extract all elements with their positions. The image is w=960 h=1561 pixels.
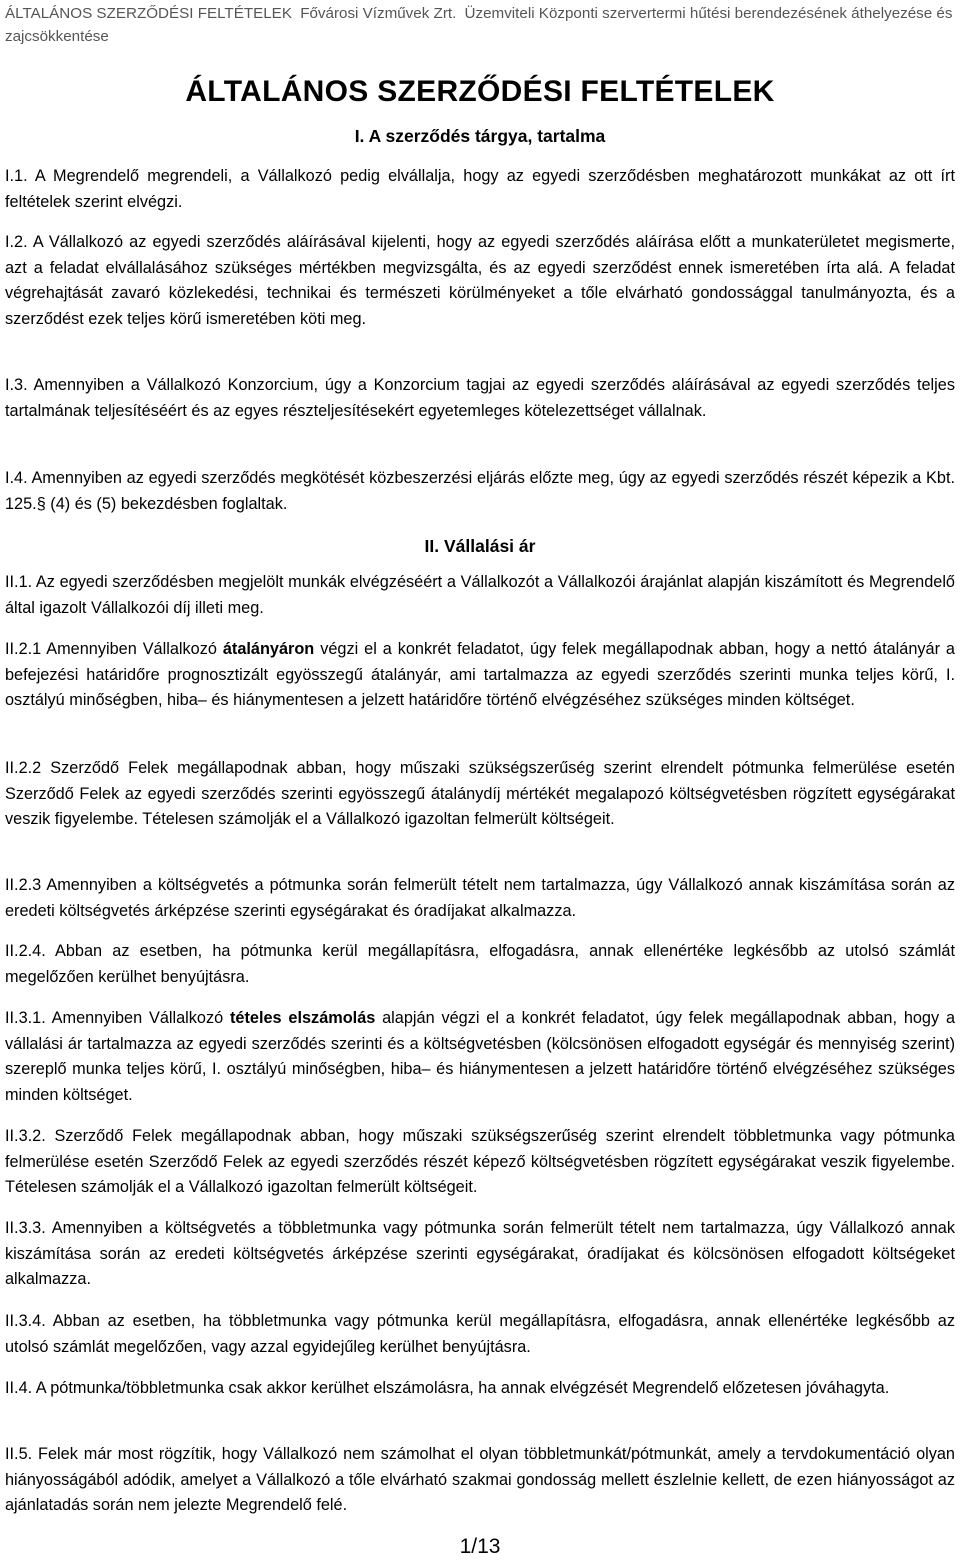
document-title: ÁLTALÁNOS SZERZŐDÉSI FELTÉTELEK [185, 75, 775, 108]
paragraph-2-2-3: II.2.3 Amennyiben a költségvetés a pótmunka során felmerült tételt nem tartalmazza, úgy Vállalkozó annak kiszámítása során az eredeti költségvetés árképzése szerinti egységárakat és óradíjakat alkalmazza. [5, 876, 955, 920]
paragraph-1-1: I.1. A Megrendelő megrendeli, a Vállalkozó pedig elvállalja, hogy az egyedi szerződésben meghatározott munkákat az ott írt feltételek szerint elvégzi. [5, 167, 955, 211]
running-header [5, 2, 955, 48]
paragraph-1-3: I.3. Amennyiben a Vállalkozó Konzorcium, úgy a Konzorcium tagjai az egyedi szerződés aláírásával az egyedi szerződés teljes tartalmának teljesítéséért és az egyes részteljesítésekért egyetemleges kötelezettséget vállalnak. [5, 376, 955, 420]
paragraph-2-3-1-emphasis: tételes elszámolás [230, 1009, 376, 1027]
paragraph-2-3-1-text-a: II.3.1. Amennyiben Vállalkozó [5, 1009, 231, 1027]
paragraph-2-2-4: II.2.4. Abban az esetben, ha pótmunka kerül megállapításra, elfogadásra, annak ellenértéke legkésőbb az utolsó számlát megelőzően kerülhet benyújtásra. [5, 942, 955, 986]
paragraph-2-1: II.1. Az egyedi szerződésben megjelölt munkák elvégzéséért a Vállalkozót a Vállalkozói árajánlat alapján kiszámított és Megrendelő által igazolt Vállalkozói díj illeti meg. [5, 573, 955, 617]
page-number: 1/13 [459, 1535, 501, 1558]
section-title-1: I. A szerződés tárgya, tartalma [354, 126, 606, 146]
paragraph-2-4: II.4. A pótmunka/többletmunka csak akkor kerülhet elszámolásra, ha annak elvégzését Megrendelő előzetesen jóváhagyta. [5, 1379, 890, 1397]
paragraph-2-3-1 [5, 1006, 955, 1108]
header-company: Fővárosi Vízművek Zrt. [300, 5, 457, 22]
paragraph-1-4: I.4. Amennyiben az egyedi szerződés megkötését közbeszerzési eljárás előzte meg, úgy az egyedi szerződés részét képezik a Kbt. 125.§ (4) és (5) bekezdésben foglaltak. [5, 469, 955, 513]
paragraph-2-3-3: II.3.3. Amennyiben a költségvetés a többletmunka vagy pótmunka során felmerült tételt nem tartalmazza, úgy Vállalkozó annak kiszámítása során az eredeti költségvetés árképzése szerinti egységárakat, óradíjakat és kölcsönösen elfogadott költségeket alkalmazza. [5, 1219, 955, 1289]
paragraph-2-2-1 [5, 637, 955, 714]
paragraph-2-2-2: II.2.2 Szerződő Felek megállapodnak abban, hogy műszaki szükségszerűség szerint elrendelt pótmunka felmerülése esetén Szerződő Felek az egyedi szerződés szerinti egyösszegű átalánydíj mértékét megalapozó költségvetésben rögzített egységárakat veszik figyelembe. Tételesen számolják el a Vállalkozó igazoltan felmerült költségeit. [5, 759, 955, 829]
paragraph-2-2-1-emphasis: átalányáron [222, 640, 315, 658]
header-subject: Üzemviteli Központi szervertermi hűtési berendezésének áthelyezése és zajcsökkentése [5, 5, 953, 45]
paragraph-2-3-1-text-b: alapján végzi el a konkrét feladatot, úgy felek megállapodnak abban, hogy a vállalási ár tartalmazza az egyedi szerződés szerinti és a költségvetésben (kölcsönösen elfogadott egységár és mennyiség szerint) szereplő munka teljes körű, I. osztályú minőségben, hiba– és hiánymentesen a jelzett határidőre történő elvégzéséhez szükséges minden költséget. [5, 1009, 955, 1104]
header-doc-type: ÁLTALÁNOS SZERZŐDÉSI FELTÉTELEK [5, 5, 292, 22]
paragraph-2-2-1-text-b: végzi el a konkrét feladatot, úgy felek megállapodnak abban, hogy a nettó átalányár a befejezési határidőre prognosztizált egyösszegű átalányár, ami tartalmazza az egyedi szerződés szerinti munka teljes körű, I. osztályú minőségben, hiba– és hiánymentesen a jelzett határidőre történő elvégzéséhez szükséges minden költséget. [5, 640, 955, 710]
paragraph-2-2-1-text-a: II.2.1 Amennyiben Vállalkozó [5, 640, 223, 658]
paragraph-1-2: I.2. A Vállalkozó az egyedi szerződés aláírásával kijelenti, hogy az egyedi szerződés aláírása előtt a munkaterületet megismerte, azt a feladat elvállalásához szükséges mértékben megvizsgálta, és az egyedi szerződést ennek ismeretében írta alá. A feladat végrehajtását zavaró közlekedési, technikai és természeti körülményeket a tőle elvárható gondossággal tanulmányozta, és a szerződést ezek teljes körű ismeretében köti meg. [5, 233, 955, 328]
paragraph-2-5: II.5. Felek már most rögzítik, hogy Vállalkozó nem számolhat el olyan többletmunkát/pótmunkát, amely a tervdokumentáció olyan hiányosságából adódik, amelyet a Vállalkozó a tőle elvárható szakmai gondosság mellett észlelnie kellett, de ezen hiányosságot az ajánlatadás során nem jelezte Megrendelő felé. [5, 1445, 955, 1515]
paragraph-2-3-2: II.3.2. Szerződő Felek megállapodnak abban, hogy műszaki szükségszerűség szerint elrendelt többletmunka vagy pótmunka felmerülése esetén Szerződő Felek az egyedi szerződés részét képező költségvetésben rögzített egységárakat veszik figyelembe. Tételesen számolják el a Vállalkozó igazoltan felmerült költségeit. [5, 1127, 955, 1197]
paragraph-2-3-4: II.3.4. Abban az esetben, ha többletmunka vagy pótmunka kerül megállapításra, elfogadásra, annak ellenértéke legkésőbb az utolsó számlát megelőzően, vagy azzal egyidejűleg kerülhet benyújtásra. [5, 1312, 955, 1356]
section-title-2: II. Vállalási ár [424, 536, 536, 556]
